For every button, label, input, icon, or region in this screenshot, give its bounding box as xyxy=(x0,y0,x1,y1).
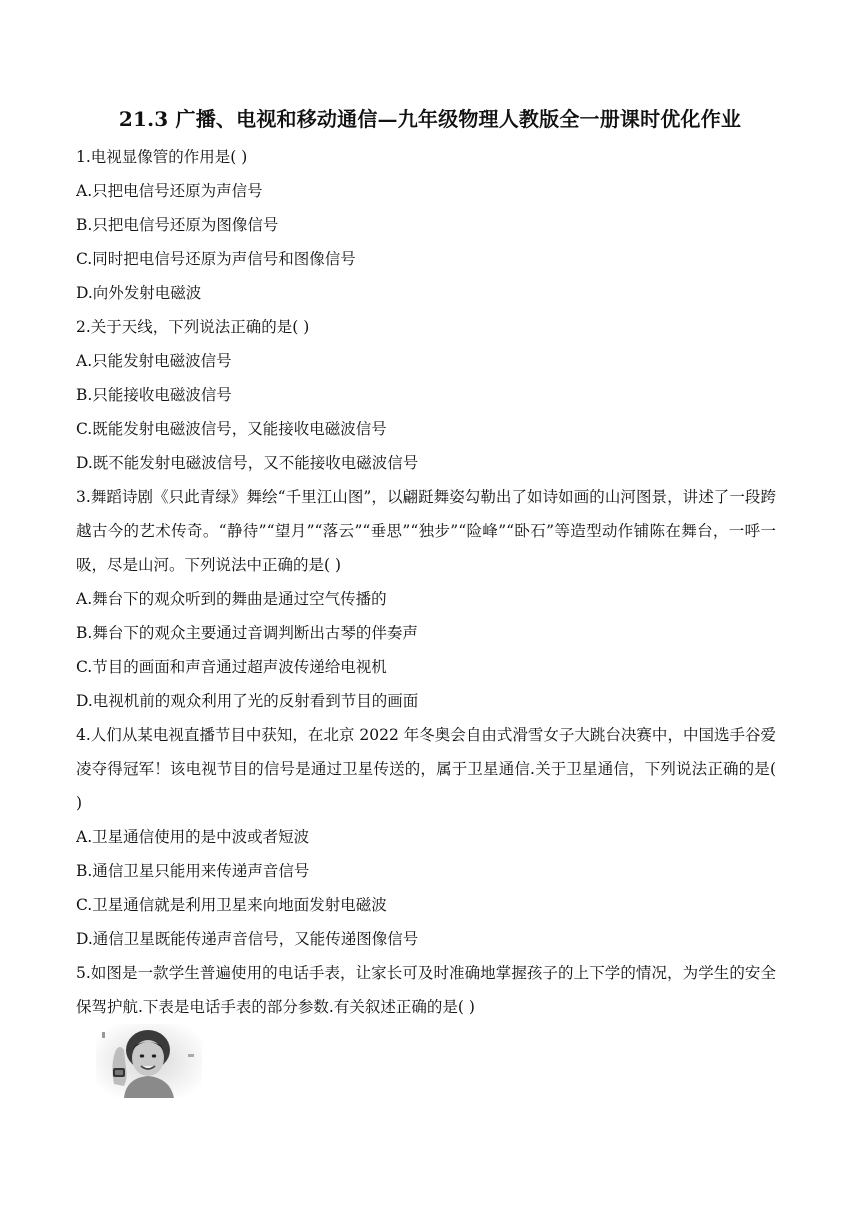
answer-option: C.既能发射电磁波信号，又能接收电磁波信号 xyxy=(76,420,387,438)
answer-option: D.既不能发射电磁波信号，又不能接收电磁波信号 xyxy=(76,454,419,472)
question-stem: 4.人们从某电视直播节目中获知，在北京 2022 年冬奥会自由式滑雪女子大跳台决赛中，中国选手谷爱凌夺得冠军！该电视节目的信号是通过卫星传送的，属于卫星通信.关于卫星通信，下列说法正确的是( ) xyxy=(76,726,776,812)
answer-option: C.同时把电信号还原为声信号和图像信号 xyxy=(76,250,356,268)
answer-option: A.只能发射电磁波信号 xyxy=(76,352,232,370)
question-stem: 1.电视显像管的作用是( ) xyxy=(76,148,248,166)
question-stem: 5.如图是一款学生普遍使用的电话手表，让家长可及时准确地掌握孩子的上下学的情况，为学生的安全保驾护航.下表是电话手表的部分参数.有关叙述正确的是( ) xyxy=(76,964,776,1016)
question-stem: 2.关于天线，下列说法正确的是( ) xyxy=(76,318,310,336)
question-stem: 3.舞蹈诗剧《只此青绿》舞绘“千里江山图”，以翩跹舞姿勾勒出了如诗如画的山河图景，讲述了一段跨越古今的艺术传奇。“静待”“望月”“落云”“垂思”“独步”“险峰”“卧石”等造型动作铺陈在舞台，一呼一吸，尽是山河。下列说法中正确的是( ) xyxy=(76,488,776,574)
answer-option: A.舞台下的观众听到的舞曲是通过空气传播的 xyxy=(76,590,387,608)
answer-option: B.只能接收电磁波信号 xyxy=(76,386,232,404)
answer-option: C.卫星通信就是利用卫星来向地面发射电磁波 xyxy=(76,896,387,914)
answer-option: D.通信卫星既能传递声音信号，又能传递图像信号 xyxy=(76,930,419,948)
document-title: 21.3 广播、电视和移动通信—九年级物理人教版全一册课时优化作业 xyxy=(118,107,742,131)
answer-option: B.只把电信号还原为图像信号 xyxy=(76,216,279,234)
answer-option: B.舞台下的观众主要通过音调判断出古琴的伴奏声 xyxy=(76,624,418,642)
child-photo-image xyxy=(96,1024,202,1098)
answer-option: C.节目的画面和声音通过超声波传递给电视机 xyxy=(76,658,387,676)
answer-option: B.通信卫星只能用来传递声音信号 xyxy=(76,862,310,880)
answer-option: D.向外发射电磁波 xyxy=(76,284,202,302)
answer-option: D.电视机前的观众利用了光的反射看到节目的画面 xyxy=(76,692,419,710)
answer-option: A.只把电信号还原为声信号 xyxy=(76,182,263,200)
answer-option: A.卫星通信使用的是中波或者短波 xyxy=(76,828,310,846)
question-list xyxy=(76,140,776,1024)
